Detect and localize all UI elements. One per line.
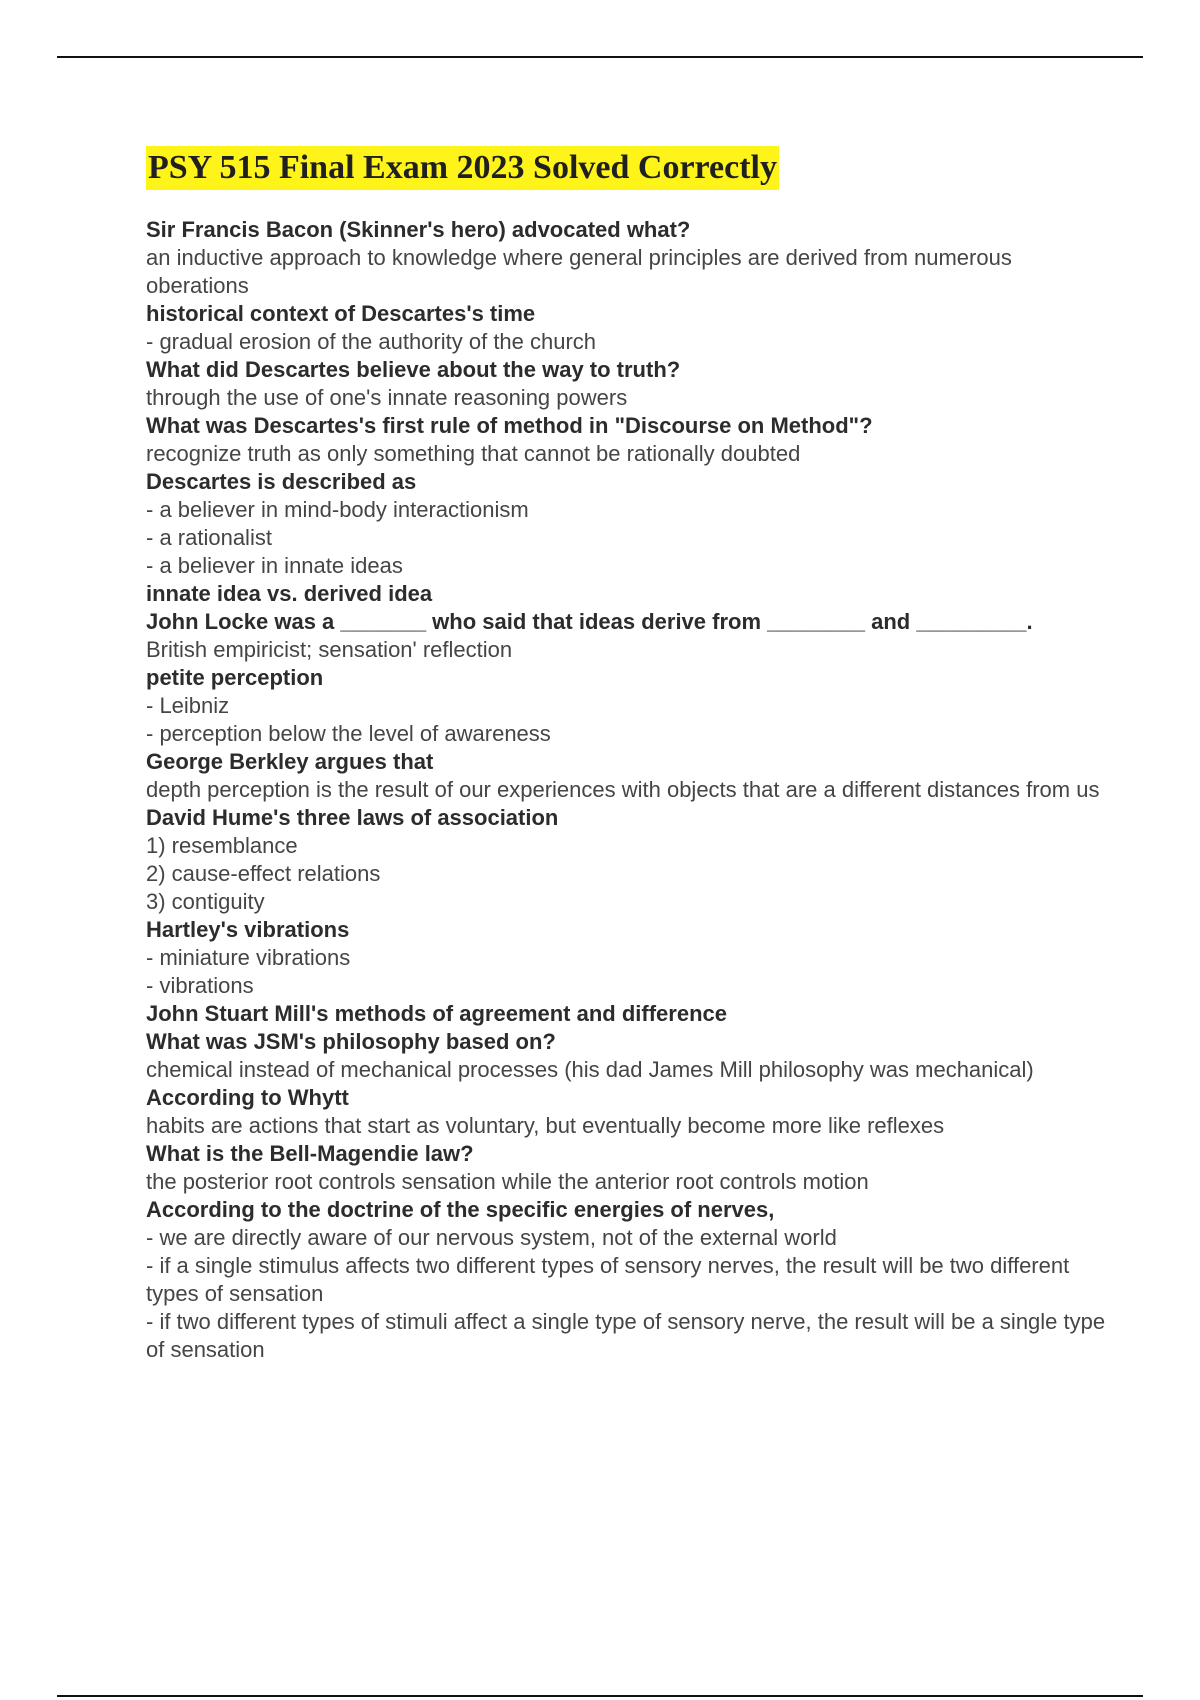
flashcard bbox=[146, 412, 1106, 468]
question-text: David Hume's three laws of association bbox=[146, 805, 559, 830]
answer-line: - we are directly aware of our nervous system, not of the external world bbox=[146, 1225, 837, 1250]
question-text: Sir Francis Bacon (Skinner's hero) advocated what? bbox=[146, 217, 691, 242]
flashcard bbox=[146, 1000, 1106, 1028]
question-text: George Berkley argues that bbox=[146, 749, 434, 774]
flashcard bbox=[146, 580, 1106, 608]
title-wrap bbox=[146, 146, 1106, 190]
answer-line: depth perception is the result of our experiences with objects that are a different distances from us bbox=[146, 777, 1100, 802]
answer-line: an inductive approach to knowledge where general principles are derived from numerous oberations bbox=[146, 245, 1018, 298]
answer-line: - perception below the level of awareness bbox=[146, 721, 551, 746]
question-text: According to Whytt bbox=[146, 1085, 349, 1110]
question-text: What did Descartes believe about the way to truth? bbox=[146, 357, 681, 382]
answer-line: - a believer in mind-body interactionism bbox=[146, 497, 529, 522]
flashcard bbox=[146, 608, 1106, 664]
answer-line: recognize truth as only something that cannot be rationally doubted bbox=[146, 441, 801, 466]
answer-line: - a rationalist bbox=[146, 525, 272, 550]
answer-line: 1) resemblance bbox=[146, 833, 298, 858]
flashcard bbox=[146, 1196, 1112, 1364]
answer-line: the posterior root controls sensation while the anterior root controls motion bbox=[146, 1169, 869, 1194]
answer-line: - miniature vibrations bbox=[146, 945, 351, 970]
question-text: John Stuart Mill's methods of agreement and difference bbox=[146, 1001, 727, 1026]
answer-line: - a believer in innate ideas bbox=[146, 553, 403, 578]
answer-line: - vibrations bbox=[146, 973, 254, 998]
flashcard-list bbox=[146, 216, 1112, 1364]
question-text: historical context of Descartes's time bbox=[146, 301, 536, 326]
question-text: What was Descartes's first rule of method in "Discourse on Method"? bbox=[146, 413, 873, 438]
flashcard bbox=[146, 468, 1106, 580]
top-rule bbox=[57, 56, 1143, 58]
answer-line: - if two different types of stimuli affect a single type of sensory nerve, the result will be a single type of sensation bbox=[146, 1309, 1112, 1362]
flashcard bbox=[146, 300, 1106, 356]
flashcard bbox=[146, 664, 1106, 748]
flashcard bbox=[146, 916, 1106, 1000]
answer-line: - if a single stimulus affects two different types of sensory nerves, the result will be two different types of sensation bbox=[146, 1253, 1076, 1306]
document-title: PSY 515 Final Exam 2023 Solved Correctly bbox=[146, 146, 779, 190]
answer-line: through the use of one's innate reasoning powers bbox=[146, 385, 628, 410]
answer-line: chemical instead of mechanical processes (his dad James Mill philosophy was mechanical) bbox=[146, 1057, 1034, 1082]
question-text: Descartes is described as bbox=[146, 469, 417, 494]
question-text: petite perception bbox=[146, 665, 324, 690]
answer-line: 3) contiguity bbox=[146, 889, 265, 914]
document-body bbox=[146, 146, 1112, 1364]
flashcard bbox=[146, 1140, 1106, 1196]
answer-line: - Leibniz bbox=[146, 693, 230, 718]
question-text: What is the Bell-Magendie law? bbox=[146, 1141, 474, 1166]
answer-line: British empiricist; sensation' reflection bbox=[146, 637, 513, 662]
flashcard bbox=[146, 1028, 1106, 1084]
flashcard bbox=[146, 1084, 1106, 1140]
flashcard bbox=[146, 804, 1106, 916]
answer-line: - gradual erosion of the authority of the church bbox=[146, 329, 597, 354]
flashcard bbox=[146, 356, 1106, 412]
question-text: What was JSM's philosophy based on? bbox=[146, 1029, 556, 1054]
answer-line: habits are actions that start as voluntary, but eventually become more like reflexes bbox=[146, 1113, 945, 1138]
flashcard bbox=[146, 748, 1106, 804]
question-text: John Locke was a _______ who said that ideas derive from ________ and _________. bbox=[146, 609, 1033, 634]
bottom-rule bbox=[57, 1695, 1143, 1697]
question-text: According to the doctrine of the specific energies of nerves, bbox=[146, 1197, 775, 1222]
answer-line: 2) cause-effect relations bbox=[146, 861, 381, 886]
question-text: innate idea vs. derived idea bbox=[146, 581, 433, 606]
question-text: Hartley's vibrations bbox=[146, 917, 350, 942]
flashcard bbox=[146, 216, 1106, 300]
